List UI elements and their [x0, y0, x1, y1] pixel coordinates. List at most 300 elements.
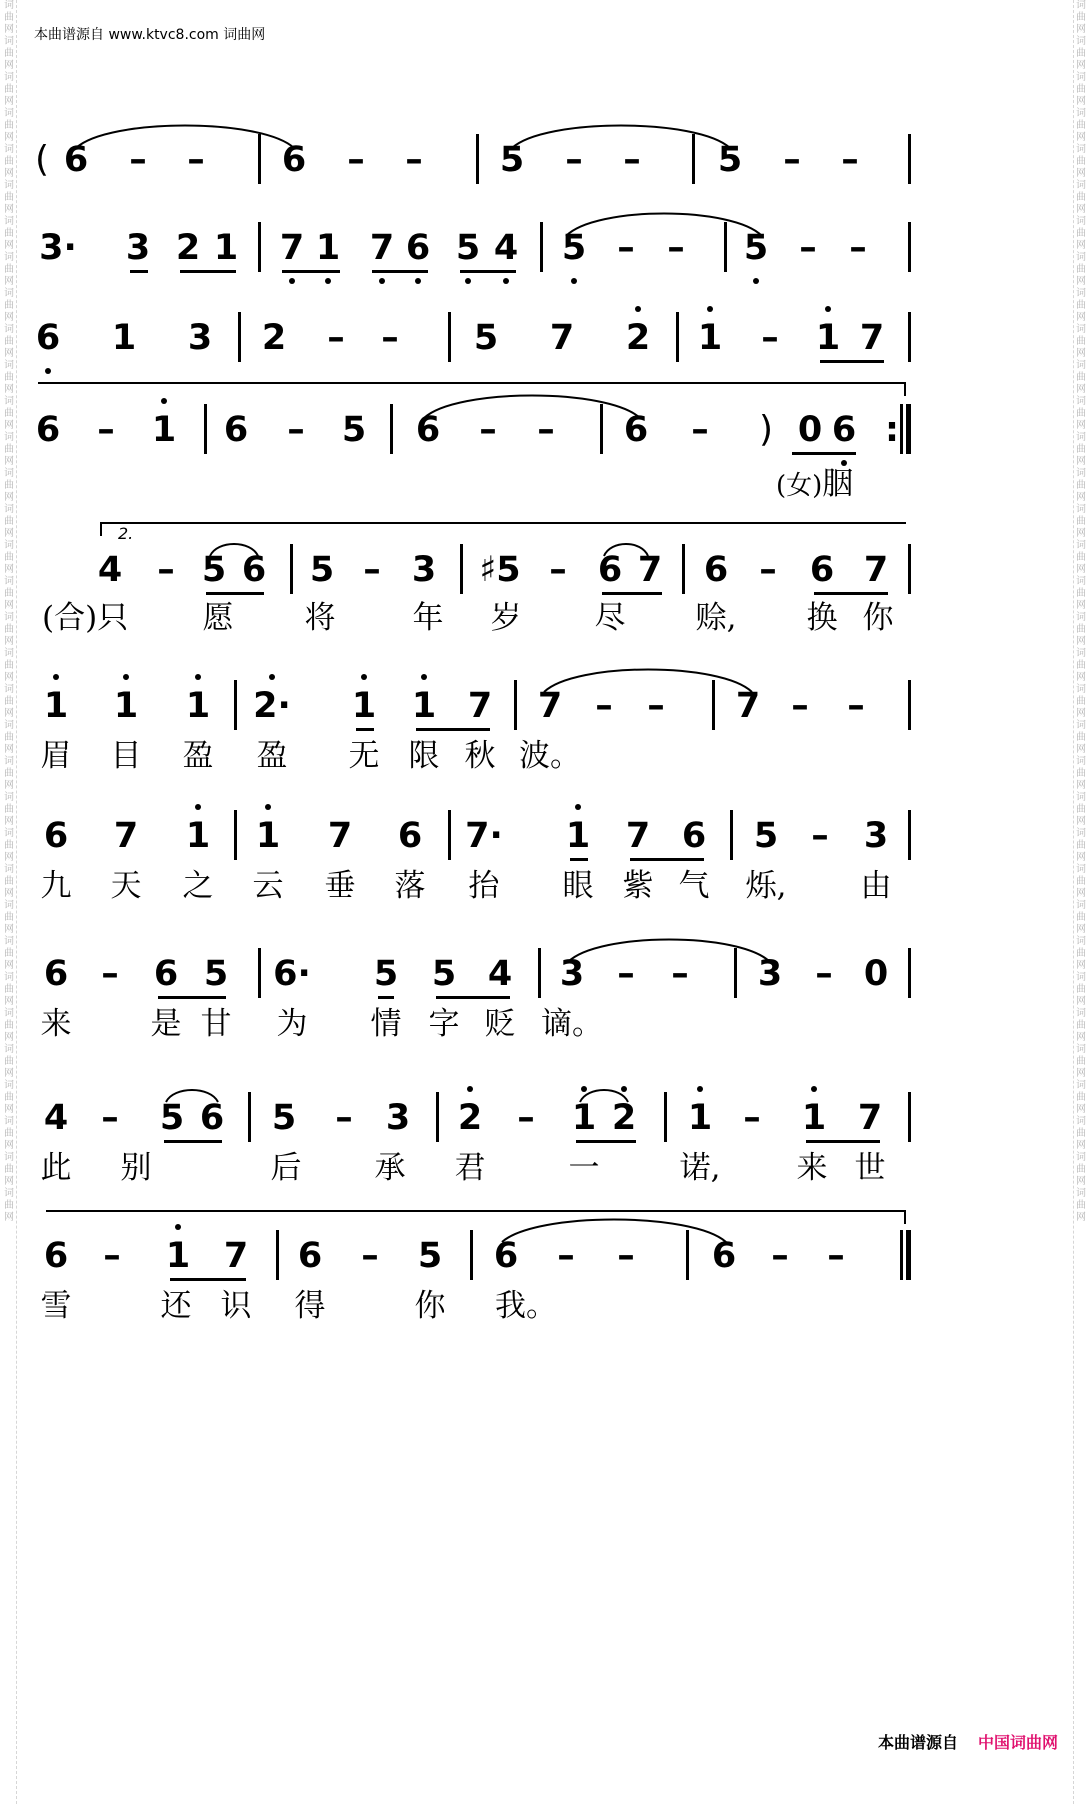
dash: –	[791, 686, 809, 726]
octave-dot-high	[53, 674, 59, 680]
octave-dot-high	[707, 306, 713, 312]
octave-dot-high	[269, 674, 275, 680]
barline	[908, 810, 911, 860]
dash: –	[849, 228, 867, 268]
volta-bracket-line	[100, 522, 906, 524]
beat-underline	[180, 270, 236, 273]
beat-underline	[130, 270, 148, 273]
dash: –	[479, 410, 497, 450]
barline	[734, 948, 737, 998]
note: 6	[43, 816, 69, 856]
note: 2	[175, 228, 201, 268]
lyric-syllable: 后	[270, 1150, 302, 1186]
octave-dot-low	[289, 278, 295, 284]
dash: –	[549, 550, 567, 590]
note: 7	[859, 318, 885, 358]
octave-dot-low	[753, 278, 759, 284]
note: 7	[625, 816, 651, 856]
note: 6	[681, 816, 707, 856]
note: 1	[151, 410, 177, 450]
note: 6	[711, 1236, 737, 1276]
lyric-syllable: 来	[796, 1150, 828, 1186]
lyric-syllable: 眼	[562, 868, 594, 904]
dash: –	[759, 550, 777, 590]
barline	[248, 1092, 251, 1142]
dash: –	[783, 140, 801, 180]
barline	[686, 1230, 689, 1280]
octave-dot-low	[325, 278, 331, 284]
dash: –	[381, 318, 399, 358]
note: 6	[35, 410, 61, 450]
final-barline	[906, 1230, 911, 1280]
note: 5	[271, 1098, 297, 1138]
dash: –	[287, 410, 305, 450]
beat-underline	[436, 996, 510, 999]
lyric-syllable: 你	[414, 1288, 446, 1324]
dash: –	[101, 954, 119, 994]
beat-underline	[158, 996, 226, 999]
repeat-bracket-line	[38, 382, 904, 384]
note: 6	[223, 410, 249, 450]
lyric-syllable: 我。	[495, 1288, 557, 1324]
repeat-bracket-line	[46, 1210, 904, 1212]
octave-dot-low	[415, 278, 421, 284]
repeat-bracket-end	[904, 382, 906, 396]
note: 1	[687, 1098, 713, 1138]
lyric-syllable: 别	[120, 1150, 152, 1186]
note: )	[758, 409, 774, 450]
note: 3	[863, 816, 889, 856]
note: 5	[431, 954, 457, 994]
lyric-syllable: 此	[40, 1150, 72, 1186]
slur	[424, 396, 640, 419]
lyric-syllable: 承	[374, 1150, 406, 1186]
note: 7·	[465, 816, 503, 856]
note: 1	[111, 318, 137, 358]
note: 7	[863, 550, 889, 590]
barline	[676, 312, 679, 362]
note: 1	[351, 686, 377, 726]
slur	[502, 1220, 726, 1243]
barline	[908, 312, 911, 362]
dash: –	[405, 140, 423, 180]
barline	[460, 544, 463, 594]
lyric-syllable: 世	[854, 1150, 886, 1186]
note: ♯5	[479, 550, 521, 590]
note: 1	[815, 318, 841, 358]
lyric-syllable: 天	[110, 868, 142, 904]
dash: –	[827, 1236, 845, 1276]
beat-underline	[460, 270, 516, 273]
note: 6	[281, 140, 307, 180]
lyric-syllable: 波。	[519, 738, 581, 774]
octave-dot-high	[195, 804, 201, 810]
note: 5	[473, 318, 499, 358]
octave-dot-high	[361, 674, 367, 680]
octave-dot-low	[571, 278, 577, 284]
octave-dot-high	[635, 306, 641, 312]
note: 6	[493, 1236, 519, 1276]
octave-dot-high	[265, 804, 271, 810]
slur	[568, 940, 770, 963]
note: 6	[405, 228, 431, 268]
octave-dot-high	[175, 1224, 181, 1230]
dash: –	[565, 140, 583, 180]
lyric-syllable: (合)只	[42, 600, 129, 636]
note: 6	[43, 954, 69, 994]
dash: –	[771, 1236, 789, 1276]
octave-dot-high	[161, 398, 167, 404]
note: 5	[717, 140, 743, 180]
beat-underline	[814, 592, 888, 595]
dash: –	[815, 954, 833, 994]
dash: –	[347, 140, 365, 180]
beat-underline	[820, 360, 884, 363]
note: 1	[185, 686, 211, 726]
lyric-syllable: 来	[40, 1006, 72, 1042]
note: 7	[537, 686, 563, 726]
octave-dot-low	[45, 368, 51, 374]
lyric-syllable: 贬	[484, 1006, 516, 1042]
barline	[724, 222, 727, 272]
dash: –	[617, 954, 635, 994]
note: 7	[369, 228, 395, 268]
lyric-syllable: 雪	[40, 1288, 72, 1324]
lyric-syllable: 秋	[464, 738, 496, 774]
lyric-syllable: 将	[304, 600, 336, 636]
note: 5	[743, 228, 769, 268]
dash: –	[187, 140, 205, 180]
dash: –	[557, 1236, 575, 1276]
barline	[234, 680, 237, 730]
note: 6	[415, 410, 441, 450]
note: 6	[703, 550, 729, 590]
note: 1	[565, 816, 591, 856]
lyric-syllable: 抬	[468, 868, 500, 904]
note: 1	[255, 816, 281, 856]
note: 6	[809, 550, 835, 590]
barline	[258, 134, 261, 184]
note: 5	[201, 550, 227, 590]
female-first-word: 胭	[822, 466, 854, 502]
note: 7	[549, 318, 575, 358]
barline	[234, 810, 237, 860]
lyric-syllable: 盈	[182, 738, 214, 774]
note: 0	[797, 410, 823, 450]
note: 5	[341, 410, 367, 450]
lyric-syllable: 眉	[40, 738, 72, 774]
barline	[664, 1092, 667, 1142]
octave-dot-high	[575, 804, 581, 810]
note: 3	[757, 954, 783, 994]
left-watermark-strip: 词曲网词曲网词曲网词曲网词曲网词曲网词曲网词曲网词曲网词曲网词曲网词曲网词曲网词曲网词曲网词曲网词曲网词曲网词曲网词曲网词曲网词曲网词曲网词曲网词曲网词曲网词曲网词曲网词曲网词曲网词曲网词曲网词曲网词曲网	[2, 0, 17, 1804]
barline	[470, 1230, 473, 1280]
lyric-syllable: 一	[568, 1150, 600, 1186]
lyric-syllable: 云	[252, 868, 284, 904]
dash: –	[847, 686, 865, 726]
dash: –	[595, 686, 613, 726]
lyric-syllable: 烁,	[745, 868, 787, 904]
dash: –	[129, 140, 147, 180]
octave-dot-high	[621, 1086, 627, 1092]
octave-dot-high	[825, 306, 831, 312]
note: 2·	[253, 686, 291, 726]
lyric-syllable: 盈	[256, 738, 288, 774]
lyric-syllable: 年	[412, 600, 444, 636]
slur	[76, 126, 294, 149]
beat-underline	[372, 270, 428, 273]
note: 5	[499, 140, 525, 180]
beat-underline	[378, 996, 394, 999]
note: 1	[411, 686, 437, 726]
beat-underline	[416, 728, 490, 731]
beat-underline	[206, 592, 264, 595]
octave-dot-low	[503, 278, 509, 284]
note: 2	[457, 1098, 483, 1138]
note: 7	[113, 816, 139, 856]
lyric-syllable: 谪。	[541, 1006, 603, 1042]
barline	[514, 680, 517, 730]
dash: –	[361, 1236, 379, 1276]
lyric-syllable: 之	[182, 868, 214, 904]
note: 7	[327, 816, 353, 856]
note: 4	[487, 954, 513, 994]
dash: –	[811, 816, 829, 856]
beat-underline	[602, 592, 662, 595]
final-barline	[900, 404, 903, 454]
note: 5	[561, 228, 587, 268]
note: 6	[831, 410, 857, 450]
note: 2	[611, 1098, 637, 1138]
barline	[204, 404, 207, 454]
beat-underline	[170, 1278, 246, 1281]
note: 3·	[39, 228, 77, 268]
note: 6	[199, 1098, 225, 1138]
repeat-dots: :	[885, 410, 899, 450]
final-barline	[906, 404, 911, 454]
barline	[730, 810, 733, 860]
dash: –	[667, 228, 685, 268]
barline	[290, 544, 293, 594]
lyric-syllable: 为	[276, 1006, 308, 1042]
note: 6	[43, 1236, 69, 1276]
dash: –	[335, 1098, 353, 1138]
lyric-syllable: 垂	[324, 868, 356, 904]
barline	[908, 544, 911, 594]
dash: –	[537, 410, 555, 450]
note: 3	[385, 1098, 411, 1138]
note: 5	[753, 816, 779, 856]
right-watermark-strip: 词曲网词曲网词曲网词曲网词曲网词曲网词曲网词曲网词曲网词曲网词曲网词曲网词曲网词曲网词曲网词曲网词曲网词曲网词曲网词曲网词曲网词曲网词曲网词曲网词曲网词曲网词曲网词曲网词曲网词曲网词曲网词曲网词曲网词曲网	[1073, 0, 1088, 1804]
barline	[540, 222, 543, 272]
octave-dot-high	[123, 674, 129, 680]
barline	[390, 404, 393, 454]
lyric-syllable: 甘	[200, 1006, 232, 1042]
note: 1	[801, 1098, 827, 1138]
dash: –	[157, 550, 175, 590]
note: 4	[43, 1098, 69, 1138]
lyric-syllable: 愿	[202, 600, 234, 636]
beat-underline	[806, 1140, 880, 1143]
barline	[908, 134, 911, 184]
note: 6	[241, 550, 267, 590]
slur	[512, 126, 730, 149]
octave-dot-high	[195, 674, 201, 680]
note: 1	[165, 1236, 191, 1276]
lyric-syllable: 气	[678, 868, 710, 904]
note: 3	[187, 318, 213, 358]
slur	[566, 214, 762, 237]
note: 7	[467, 686, 493, 726]
note: 7	[857, 1098, 883, 1138]
dash: –	[799, 228, 817, 268]
note: 7	[735, 686, 761, 726]
note: 6·	[273, 954, 311, 994]
note: 6	[35, 318, 61, 358]
footer-text: 本曲谱源自	[877, 1733, 958, 1752]
barline	[276, 1230, 279, 1280]
note: 6	[397, 816, 423, 856]
octave-dot-high	[467, 1086, 473, 1092]
barline	[258, 222, 261, 272]
octave-dot-high	[811, 1086, 817, 1092]
note: 7	[637, 550, 663, 590]
lyric-syllable: 情	[370, 1006, 402, 1042]
dash: –	[743, 1098, 761, 1138]
dash: –	[103, 1236, 121, 1276]
note: 4	[493, 228, 519, 268]
octave-dot-high	[697, 1086, 703, 1092]
barline	[908, 948, 911, 998]
note: 2	[625, 318, 651, 358]
barline	[448, 810, 451, 860]
final-barline	[900, 1230, 903, 1280]
barline	[476, 134, 479, 184]
note: 3	[125, 228, 151, 268]
lyric-syllable: 由	[860, 868, 892, 904]
note: 6	[63, 140, 89, 180]
barline	[238, 312, 241, 362]
barline	[908, 680, 911, 730]
beat-underline	[570, 858, 588, 861]
beat-underline	[356, 728, 374, 731]
note: 2	[261, 318, 287, 358]
lyric-syllable: 紫	[622, 868, 654, 904]
note: 6	[153, 954, 179, 994]
female-marker: (女)	[776, 471, 823, 501]
note: 5	[417, 1236, 443, 1276]
note: 1	[213, 228, 239, 268]
note: 0	[863, 954, 889, 994]
barline	[600, 404, 603, 454]
barline	[258, 948, 261, 998]
note: (	[34, 139, 50, 180]
lyric-syllable: 君	[454, 1150, 486, 1186]
beat-underline	[792, 452, 856, 455]
lyric-syllable: 尽	[594, 600, 626, 636]
dash: –	[691, 410, 709, 450]
dash: –	[101, 1098, 119, 1138]
note: 5	[373, 954, 399, 994]
lyric-syllable: 赊,	[695, 600, 737, 636]
lyric-syllable: 得	[294, 1288, 326, 1324]
barline	[712, 680, 715, 730]
note: 5	[203, 954, 229, 994]
lyric-syllable: 岁	[490, 600, 522, 636]
barline	[692, 134, 695, 184]
lyric-syllable: 换	[806, 600, 838, 636]
octave-dot-high	[421, 674, 427, 680]
note: 3	[559, 954, 585, 994]
dash: –	[617, 1236, 635, 1276]
lyric-syllable: 你	[862, 600, 894, 636]
note: 5	[159, 1098, 185, 1138]
note: 1	[113, 686, 139, 726]
volta-bracket-start	[100, 522, 102, 536]
note: 5	[309, 550, 335, 590]
lyric-syllable: 限	[408, 738, 440, 774]
beat-underline	[630, 858, 704, 861]
lyric-syllable: 字	[428, 1006, 460, 1042]
octave-dot-low	[379, 278, 385, 284]
note: 6	[597, 550, 623, 590]
dash: –	[647, 686, 665, 726]
lyric-syllable: 目	[110, 738, 142, 774]
octave-dot-high	[581, 1086, 587, 1092]
footer	[878, 1730, 1058, 1753]
dash: –	[841, 140, 859, 180]
source-header: 本曲谱源自 www.ktvc8.com 词曲网	[34, 27, 266, 43]
lyric-syllable: 识	[220, 1288, 252, 1324]
octave-dot-low	[465, 278, 471, 284]
lyric-syllable: 无	[348, 738, 380, 774]
barline	[538, 948, 541, 998]
note: 1	[43, 686, 69, 726]
barline	[448, 312, 451, 362]
barline	[908, 222, 911, 272]
note: 1	[185, 816, 211, 856]
female-part-label	[776, 466, 853, 504]
volta-number: 2.	[118, 524, 134, 543]
lyric-syllable: 落	[394, 868, 426, 904]
lyric-syllable: 诺,	[679, 1150, 721, 1186]
footer-brand[interactable]: 中国词曲网	[977, 1733, 1058, 1752]
lyric-syllable: 九	[40, 868, 72, 904]
barline	[682, 544, 685, 594]
beat-underline	[164, 1140, 222, 1143]
note: 7	[279, 228, 305, 268]
dash: –	[623, 140, 641, 180]
barline	[908, 1092, 911, 1142]
note: 1	[571, 1098, 597, 1138]
note: 5	[455, 228, 481, 268]
lyric-syllable: 是	[150, 1006, 182, 1042]
dash: –	[517, 1098, 535, 1138]
dash: –	[761, 318, 779, 358]
barline	[436, 1092, 439, 1142]
dash: –	[617, 228, 635, 268]
note: 6	[623, 410, 649, 450]
lyric-syllable: 还	[160, 1288, 192, 1324]
note: 6	[297, 1236, 323, 1276]
note: 7	[223, 1236, 249, 1276]
dash: –	[97, 410, 115, 450]
beat-underline	[576, 1140, 636, 1143]
dash: –	[327, 318, 345, 358]
dash: –	[671, 954, 689, 994]
note: 4	[97, 550, 123, 590]
note: 1	[315, 228, 341, 268]
